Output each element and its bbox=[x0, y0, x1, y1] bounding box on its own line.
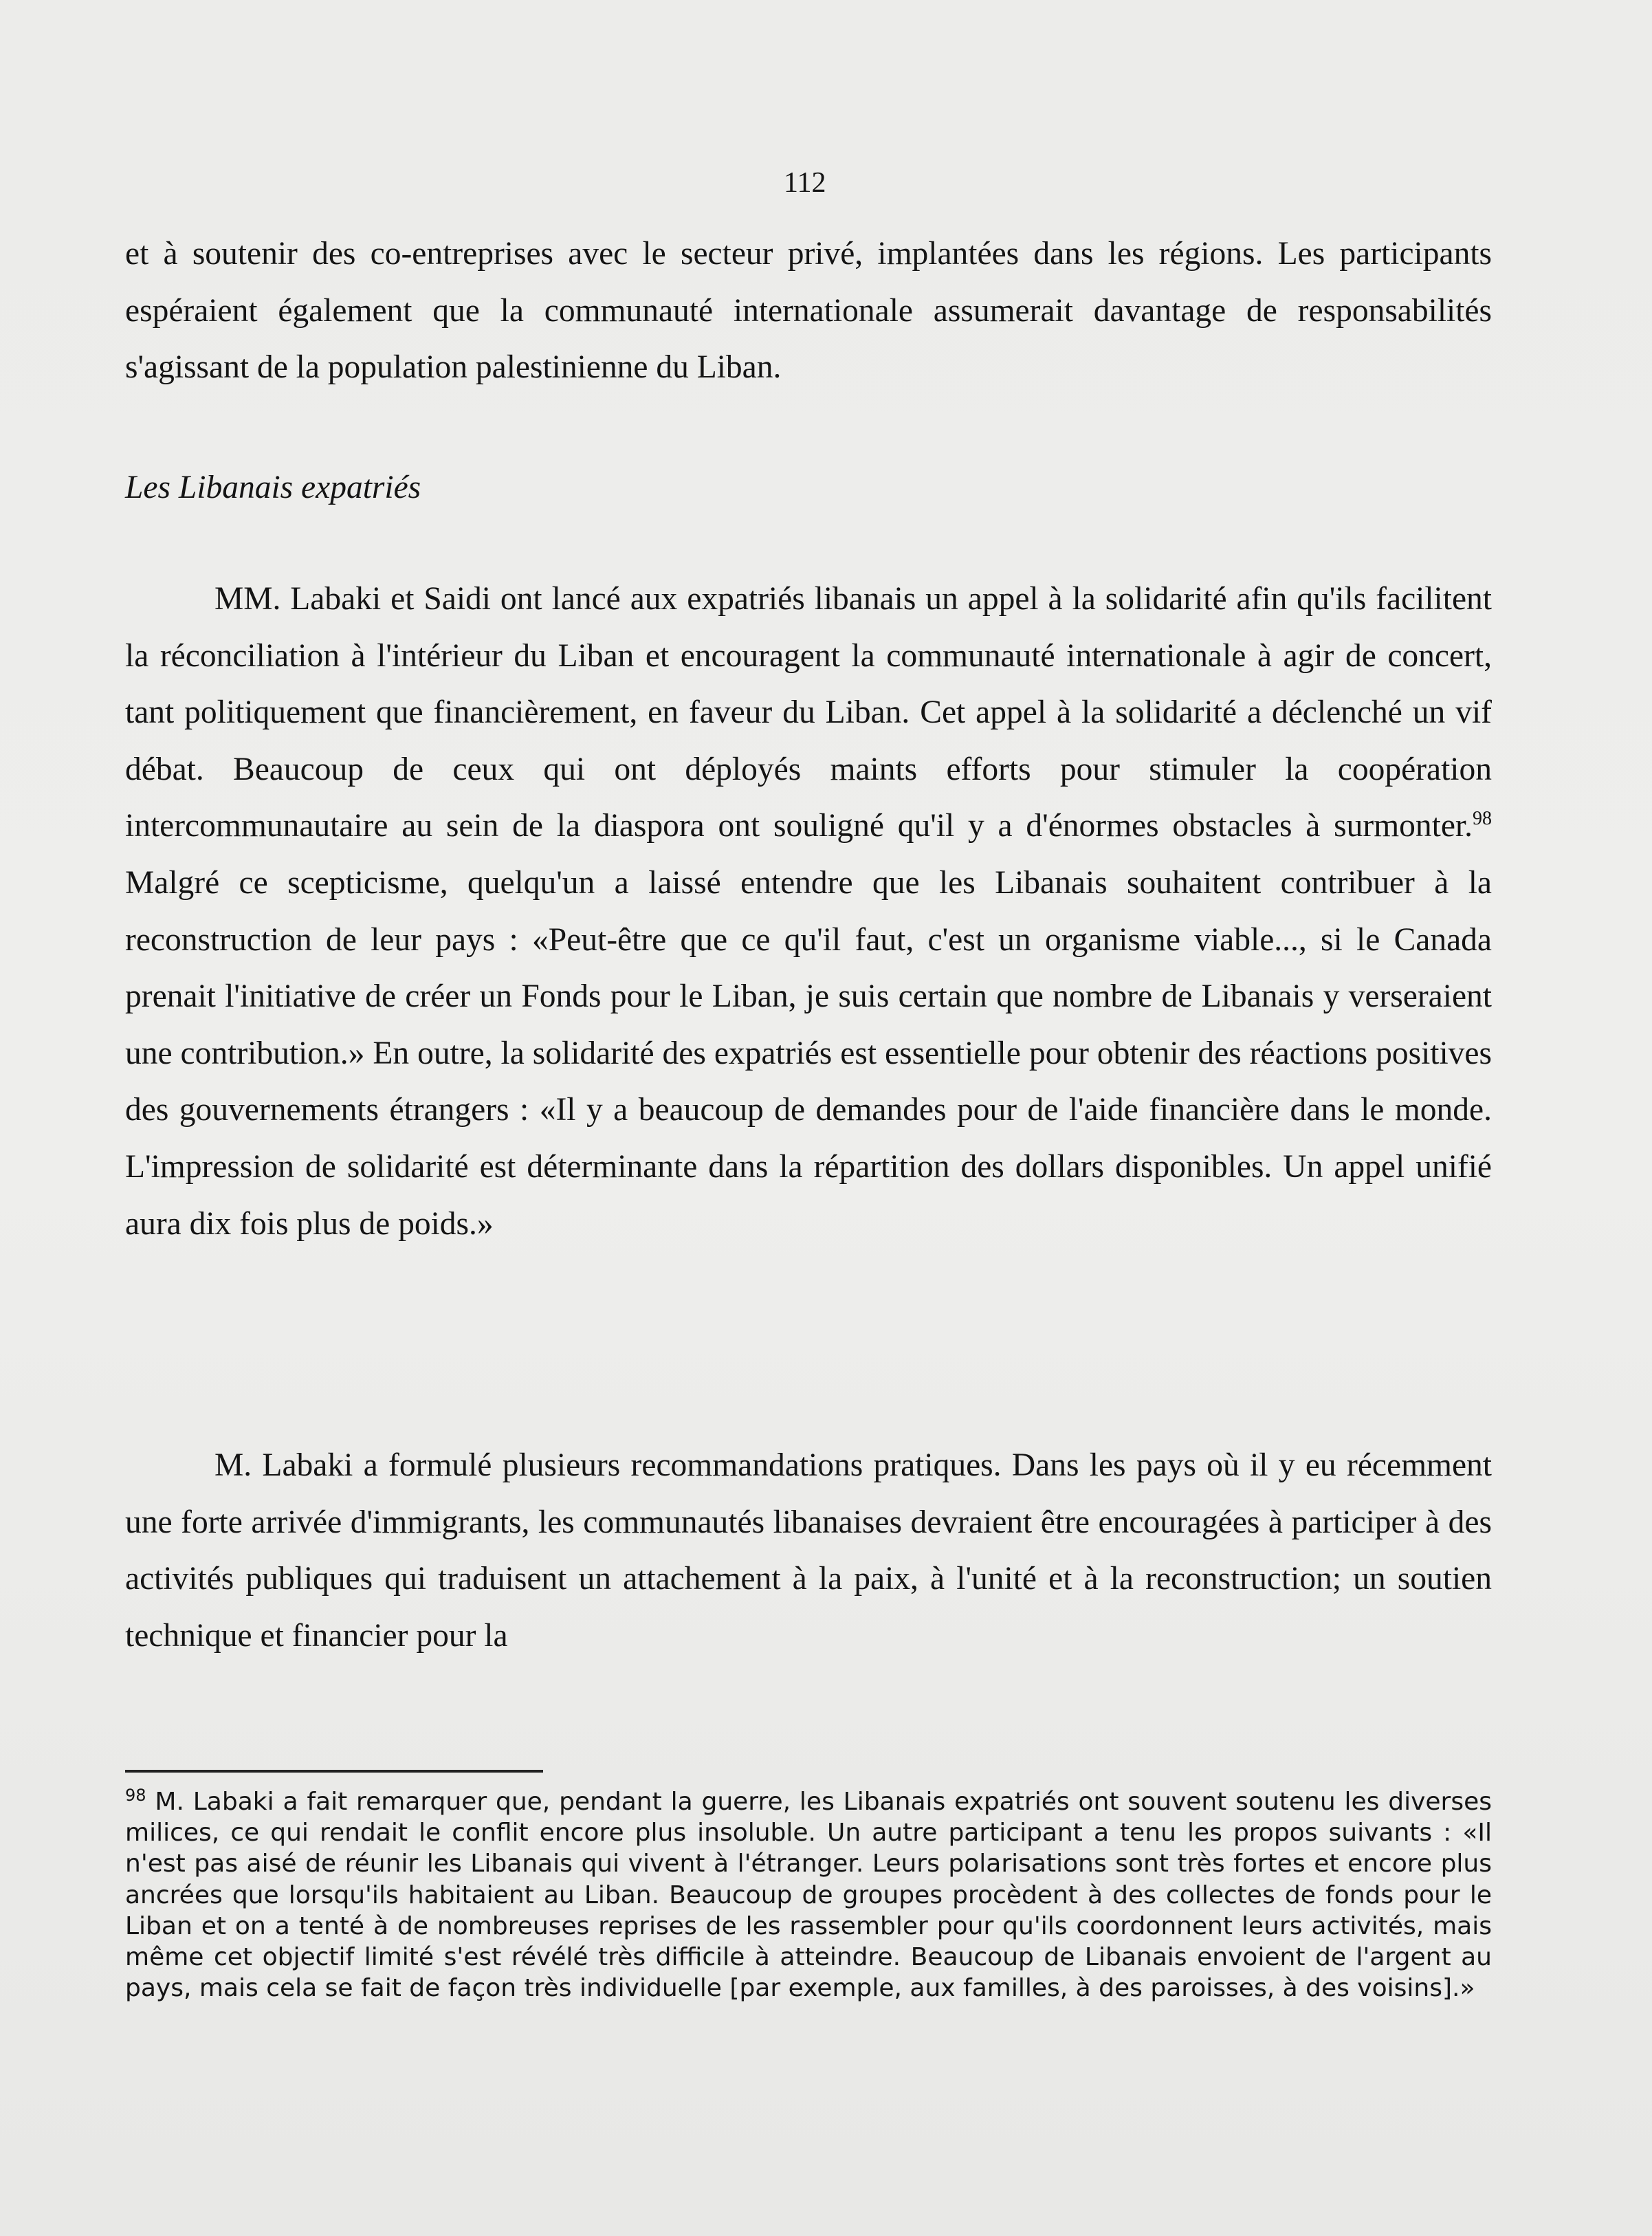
section-heading: Les Libanais expatriés bbox=[125, 470, 421, 505]
footnote-reference: 98 bbox=[1473, 808, 1492, 830]
paragraph-2-part-1: MM. Labaki et Saidi ont lancé aux expatriés libanais un appel à la solidarité afin qu'ils facilitent la réconciliation à l'intérieur du Liban et encouragent la communauté internationale à agir de concert, tant politiquement que financièrement, en faveur du Liban. Cet appel à la solidarité a déclenché un vif débat. Beaucoup de ceux qui ont déployés maints efforts pour stimuler la coopération intercommunautaire au sein de la diaspora ont souligné qu'il y a d'énormes obstacles à surmonter. bbox=[125, 581, 1492, 844]
footnote-separator bbox=[125, 1770, 543, 1773]
paragraph-1: et à soutenir des co-entreprises avec le secteur privé, implantées dans les régions. Les participants espéraient également que la communauté internationale assumerait davantage de responsabilités s'agissant de la population palestinienne du Liban. bbox=[125, 236, 1492, 386]
footnote-marker: 98 bbox=[125, 1786, 146, 1805]
paragraph-2-part-2: Malgré ce scepticisme, quelqu'un a laissé entendre que les Libanais souhaitent contribuer à la reconstruction de leur pays : «Peut-être que ce qu'il faut, c'est un organisme viable..., si le Canada prenait l'initiative de créer un Fonds pour le Liban, je suis certain que nombre de Libanais y verseraient une contribution.» En outre, la solidarité des expatriés est essentielle pour obtenir des réactions positives des gouvernements étrangers : «Il y a beaucoup de demandes pour de l'aide financière dans le monde. L'impression de solidarité est déterminante dans la répartition des dollars disponibles. Un appel unifié aura dix fois plus de poids.» bbox=[125, 864, 1492, 1242]
paragraph-3: M. Labaki a formulé plusieurs recommandations pratiques. Dans les pays où il y eu récemment une forte arrivée d'immigrants, les communautés libanaises devraient être encouragées à participer à des activités publiques qui traduisent un attachement à la paix, à l'unité et à la reconstruction; un soutien technique et financier pour la bbox=[125, 1447, 1492, 1654]
page-number: 112 bbox=[784, 167, 826, 199]
paragraph-2 bbox=[125, 571, 1492, 1252]
footnote bbox=[125, 1786, 1492, 2004]
footnote-text: M. Labaki a fait remarquer que, pendant la guerre, les Libanais expatriés ont souvent soutenu les diverses milices, ce qui rendait le conflit encore plus insoluble. Un autre participant a tenu les propos suivants : «Il n'est pas aisé de réunir les Libanais qui vivent à l'étranger. Leurs polarisations sont très fortes et encore plus ancrées que lorsqu'ils habitaient au Liban. Beaucoup de groupes procèdent à des collectes de fonds pour le Liban et on a tenté à de nombreuses reprises de les rassembler pour qu'ils coordonnent leurs activités, mais même cet objectif limité s'est révélé très difficile à atteindre. Beaucoup de Libanais envoient de l'argent au pays, mais cela se fait de façon très individuelle [par exemple, aux familles, à des paroisses, à des voisins].» bbox=[125, 1788, 1492, 2003]
